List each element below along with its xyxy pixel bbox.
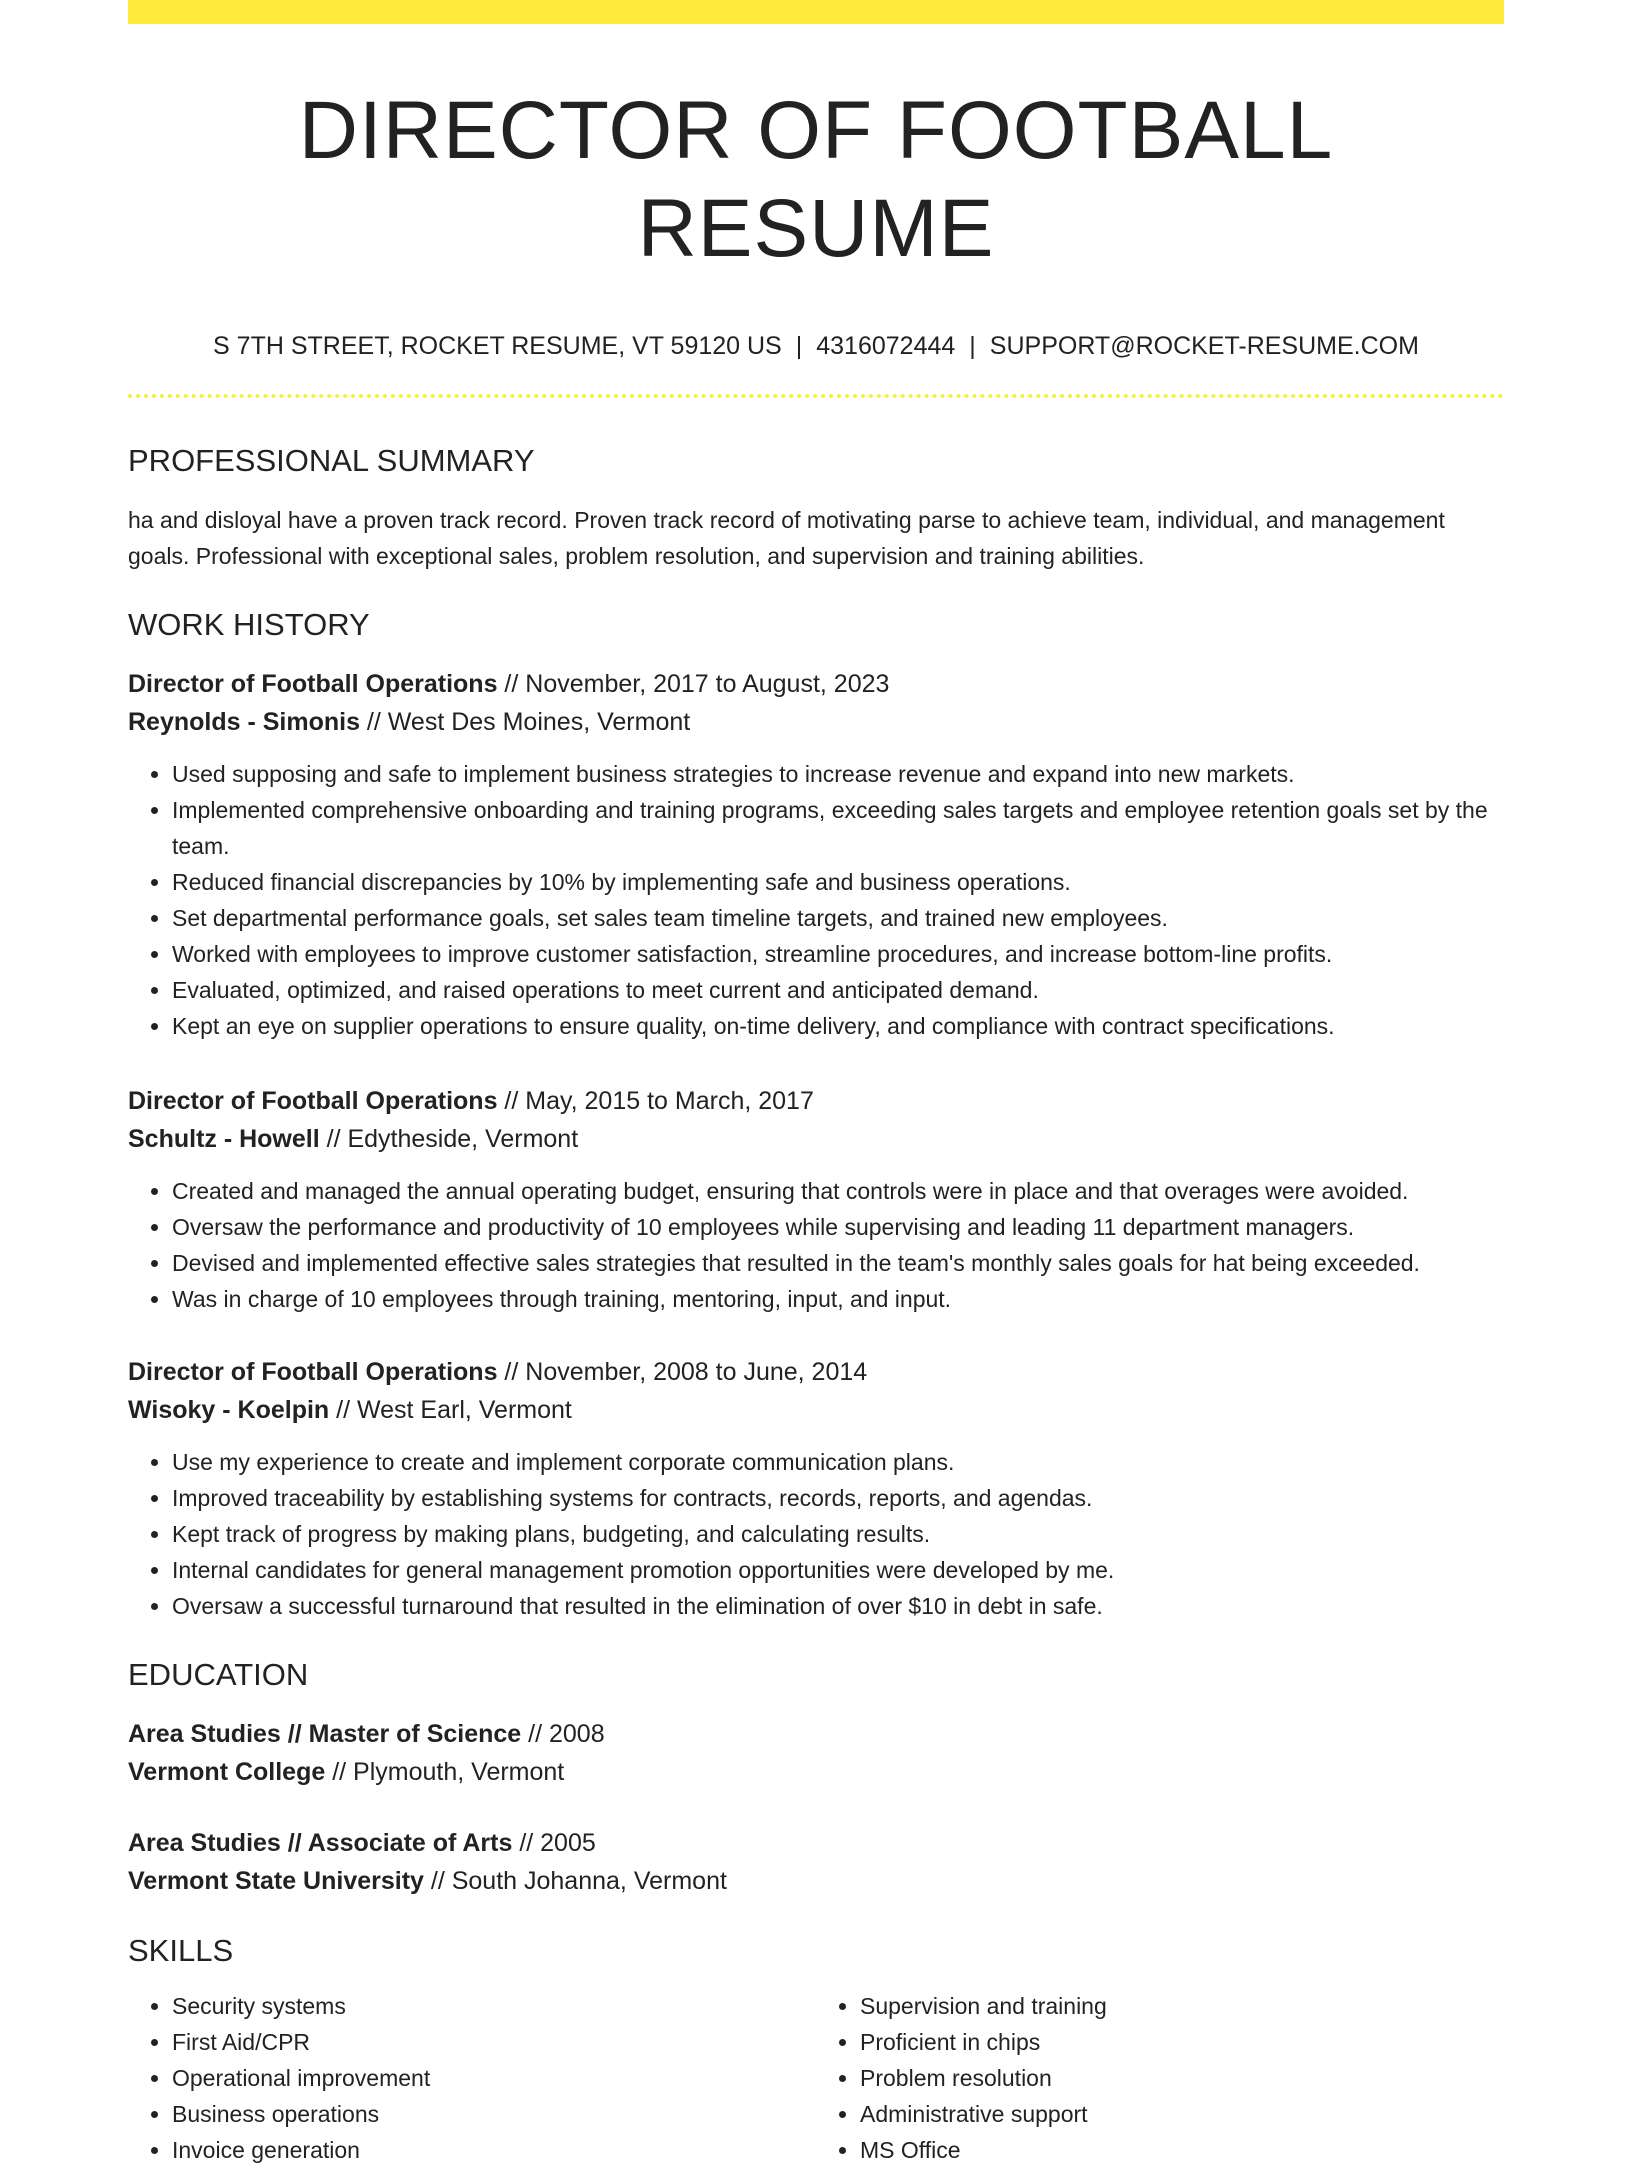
list-item: • Oversaw the performance and productivity of 10 employees while supervising and leading 11 department managers. xyxy=(172,1209,1504,1245)
education-entry xyxy=(128,1824,1504,1900)
contact-email: SUPPORT@ROCKET-RESUME.COM xyxy=(989,331,1419,360)
skills-left-column xyxy=(128,1988,816,2168)
job-company: Schultz - Howell xyxy=(128,1125,320,1154)
job-title-line xyxy=(128,665,1504,703)
job-company: Wisoky - Koelpin xyxy=(128,1396,330,1425)
skill-item: • Business operations xyxy=(172,2096,816,2132)
degree-line xyxy=(128,1824,1504,1862)
degree-year: // 2008 xyxy=(521,1720,605,1749)
summary-text: ha and disloyal have a proven track record. Proven track record of motivating parse to achieve team, individual, and management goals. Professional with exceptional sales, problem resolution, and supervision and training abilities. xyxy=(128,506,1445,569)
skill-item: • Operational improvement xyxy=(172,2060,816,2096)
school-line xyxy=(128,1753,1504,1791)
list-item: • Devised and implemented effective sales strategies that resulted in the team's monthly sales goals for hat being exceeded. xyxy=(172,1245,1504,1281)
job-bullets xyxy=(128,1173,1504,1317)
work-history-heading: WORK HISTORY xyxy=(128,606,370,642)
resume-page xyxy=(128,0,1504,2168)
job-company-line xyxy=(128,1391,1504,1429)
degree-year: // 2005 xyxy=(512,1829,596,1858)
degree-line xyxy=(128,1715,1504,1753)
school: Vermont State University xyxy=(128,1867,424,1896)
skill-item: • Administrative support xyxy=(860,2096,1504,2132)
job-role: Director of Football Operations xyxy=(128,670,498,699)
job-entry xyxy=(128,1353,1504,1624)
list-item: • Internal candidates for general management promotion opportunities were developed by me. xyxy=(172,1552,1504,1588)
contact-phone: 4316072444 xyxy=(816,331,956,360)
job-entry xyxy=(128,1082,1504,1317)
job-dates: // May, 2015 to March, 2017 xyxy=(497,1087,814,1116)
dotted-divider xyxy=(128,394,1504,398)
contact-line xyxy=(128,331,1504,361)
skill-item: • Proficient in chips xyxy=(860,2024,1504,2060)
skill-item: • Supervision and training xyxy=(860,1988,1504,2024)
job-bullets xyxy=(128,756,1504,1044)
school: Vermont College xyxy=(128,1758,326,1787)
contact-address: S 7TH STREET, ROCKET RESUME, VT 59120 US xyxy=(213,331,782,360)
list-item: • Worked with employees to improve customer satisfaction, streamline procedures, and increase bottom-line profits. xyxy=(172,936,1504,972)
resume-title: DIRECTOR OF FOOTBALL RESUME xyxy=(298,85,1334,275)
skill-item: • Security systems xyxy=(172,1988,816,2024)
education-heading: EDUCATION xyxy=(128,1657,309,1693)
degree: Area Studies // Master of Science xyxy=(128,1720,522,1749)
list-item: • Set departmental performance goals, set sales team timeline targets, and trained new employees. xyxy=(172,900,1504,936)
contact-separator: | xyxy=(795,331,803,360)
skills-heading: SKILLS xyxy=(128,1933,234,1969)
list-item: • Evaluated, optimized, and raised operations to meet current and anticipated demand. xyxy=(172,972,1504,1008)
job-title-line xyxy=(128,1353,1504,1391)
list-item: • Used supposing and safe to implement business strategies to increase revenue and expand into new markets. xyxy=(172,756,1504,792)
skills-right-column xyxy=(816,1988,1504,2168)
job-company-line xyxy=(128,1120,1504,1158)
job-role: Director of Football Operations xyxy=(128,1087,498,1116)
summary-heading: PROFESSIONAL SUMMARY xyxy=(128,442,535,478)
education-entry xyxy=(128,1715,1504,1791)
job-location: // Edytheside, Vermont xyxy=(319,1125,579,1154)
skill-item: • Problem resolution xyxy=(860,2060,1504,2096)
job-title-line xyxy=(128,1082,1504,1120)
list-item: • Reduced financial discrepancies by 10% by implementing safe and business operations. xyxy=(172,864,1504,900)
job-entry xyxy=(128,665,1504,1044)
job-bullets xyxy=(128,1444,1504,1624)
skill-item: • MS Office xyxy=(860,2132,1504,2168)
school-location: // Plymouth, Vermont xyxy=(325,1758,565,1787)
job-role: Director of Football Operations xyxy=(128,1358,498,1387)
job-dates: // November, 2017 to August, 2023 xyxy=(497,670,890,699)
job-dates: // November, 2008 to June, 2014 xyxy=(497,1358,868,1387)
list-item: • Was in charge of 10 employees through training, mentoring, input, and input. xyxy=(172,1281,1504,1317)
degree: Area Studies // Associate of Arts xyxy=(128,1829,513,1858)
list-item: • Created and managed the annual operating budget, ensuring that controls were in place and that overages were avoided. xyxy=(172,1173,1504,1209)
job-location: // West Earl, Vermont xyxy=(329,1396,572,1425)
list-item: • Use my experience to create and implement corporate communication plans. xyxy=(172,1444,1504,1480)
list-item: • Kept track of progress by making plans, budgeting, and calculating results. xyxy=(172,1516,1504,1552)
skill-item: • First Aid/CPR xyxy=(172,2024,816,2060)
job-location: // West Des Moines, Vermont xyxy=(359,708,691,737)
school-line xyxy=(128,1862,1504,1900)
school-location: // South Johanna, Vermont xyxy=(423,1867,727,1896)
list-item: • Improved traceability by establishing systems for contracts, records, reports, and agendas. xyxy=(172,1480,1504,1516)
job-company: Reynolds - Simonis xyxy=(128,708,360,737)
list-item: • Oversaw a successful turnaround that resulted in the elimination of over $10 in debt in safe. xyxy=(172,1588,1504,1624)
list-item: • Implemented comprehensive onboarding and training programs, exceeding sales targets and employee retention goals set by the team. xyxy=(172,792,1504,864)
accent-bar xyxy=(128,0,1504,24)
list-item: • Kept an eye on supplier operations to ensure quality, on-time delivery, and compliance with contract specifications. xyxy=(172,1008,1504,1044)
skill-item: • Invoice generation xyxy=(172,2132,816,2168)
skills-columns xyxy=(128,1988,1504,2168)
job-company-line xyxy=(128,703,1504,741)
contact-separator: | xyxy=(969,331,976,360)
